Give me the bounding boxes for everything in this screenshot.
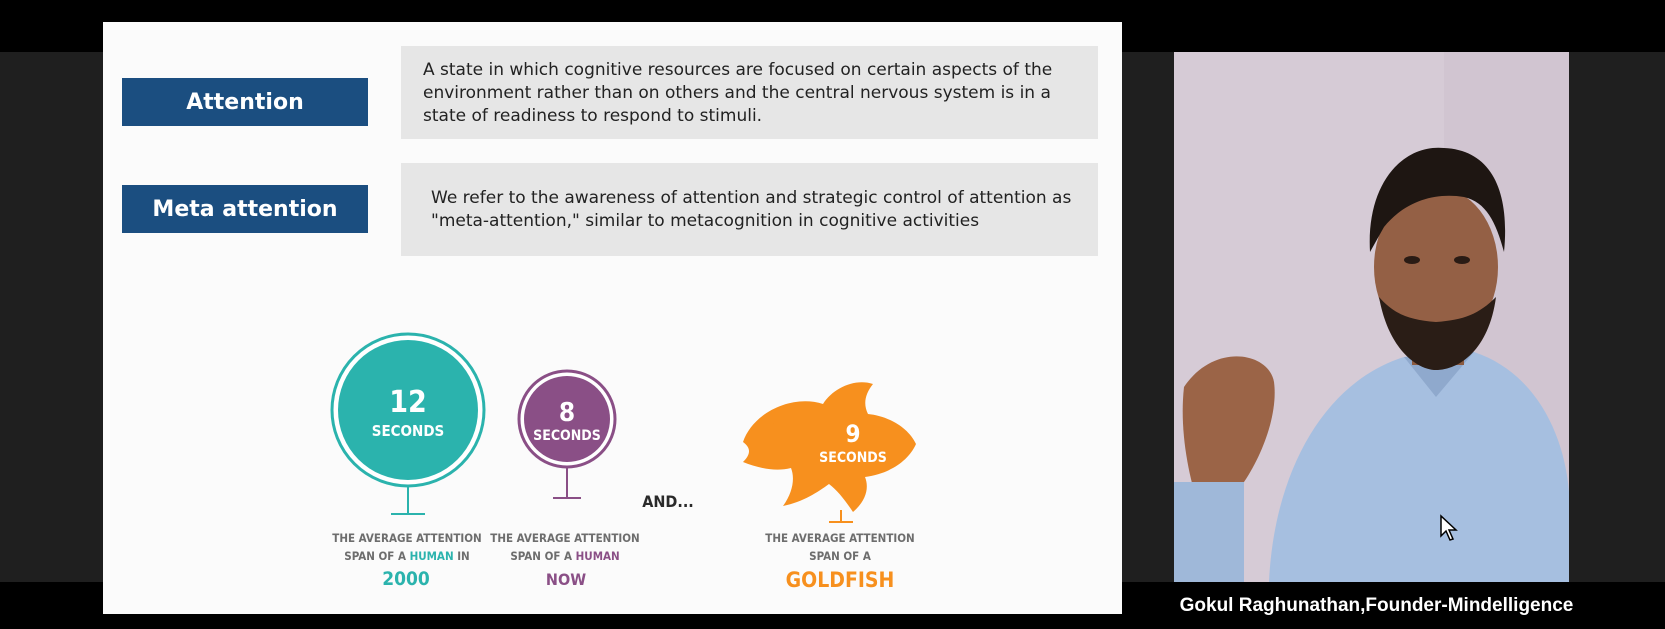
human-2000-number: 12	[389, 385, 427, 420]
human-now-caption-line2: SPAN OF A HUMAN	[510, 549, 620, 563]
goldfish-caption-line2: SPAN OF A	[809, 549, 871, 563]
human-now-caption-line1: THE AVERAGE ATTENTION	[490, 531, 640, 545]
term-attention: Attention	[122, 78, 368, 126]
human-now-balloon	[519, 371, 615, 498]
presenter-webcam-video	[1174, 52, 1569, 582]
goldfish-unit: SECONDS	[819, 450, 887, 466]
definition-attention: A state in which cognitive resources are focused on certain aspects of the environment rather than on others and the central nervous system is in a state of readiness to respond to stimuli.	[401, 46, 1098, 139]
human-2000-balloon	[332, 334, 484, 514]
human-now-when: NOW	[545, 570, 587, 589]
goldfish-caption-line1: THE AVERAGE ATTENTION	[765, 531, 915, 545]
human-2000-unit: SECONDS	[371, 422, 445, 440]
human-now-unit: SECONDS	[533, 428, 601, 444]
goldfish-number: 9	[845, 420, 861, 448]
term-meta-attention: Meta attention	[122, 185, 368, 233]
human-2000-caption-line1: THE AVERAGE ATTENTION	[332, 531, 482, 545]
attention-span-infographic	[103, 22, 1122, 614]
presentation-slide	[103, 22, 1122, 614]
definition-meta-attention: We refer to the awareness of attention and strategic control of attention as "meta-attention," similar to metacognition in cognitive activities	[401, 163, 1098, 256]
goldfish-animal: GOLDFISH	[785, 568, 895, 592]
mouse-cursor-icon	[1439, 514, 1459, 542]
and-text: AND...	[642, 492, 694, 511]
human-2000-year: 2000	[382, 568, 430, 590]
human-2000-caption-line2: SPAN OF A HUMAN IN	[344, 549, 470, 563]
presenter-avatar	[1174, 52, 1569, 582]
human-now-number: 8	[558, 398, 576, 428]
goldfish-icon	[743, 382, 916, 522]
presenter-name-label: Gokul Raghunathan,Founder-Mindelligence	[1179, 595, 1574, 616]
